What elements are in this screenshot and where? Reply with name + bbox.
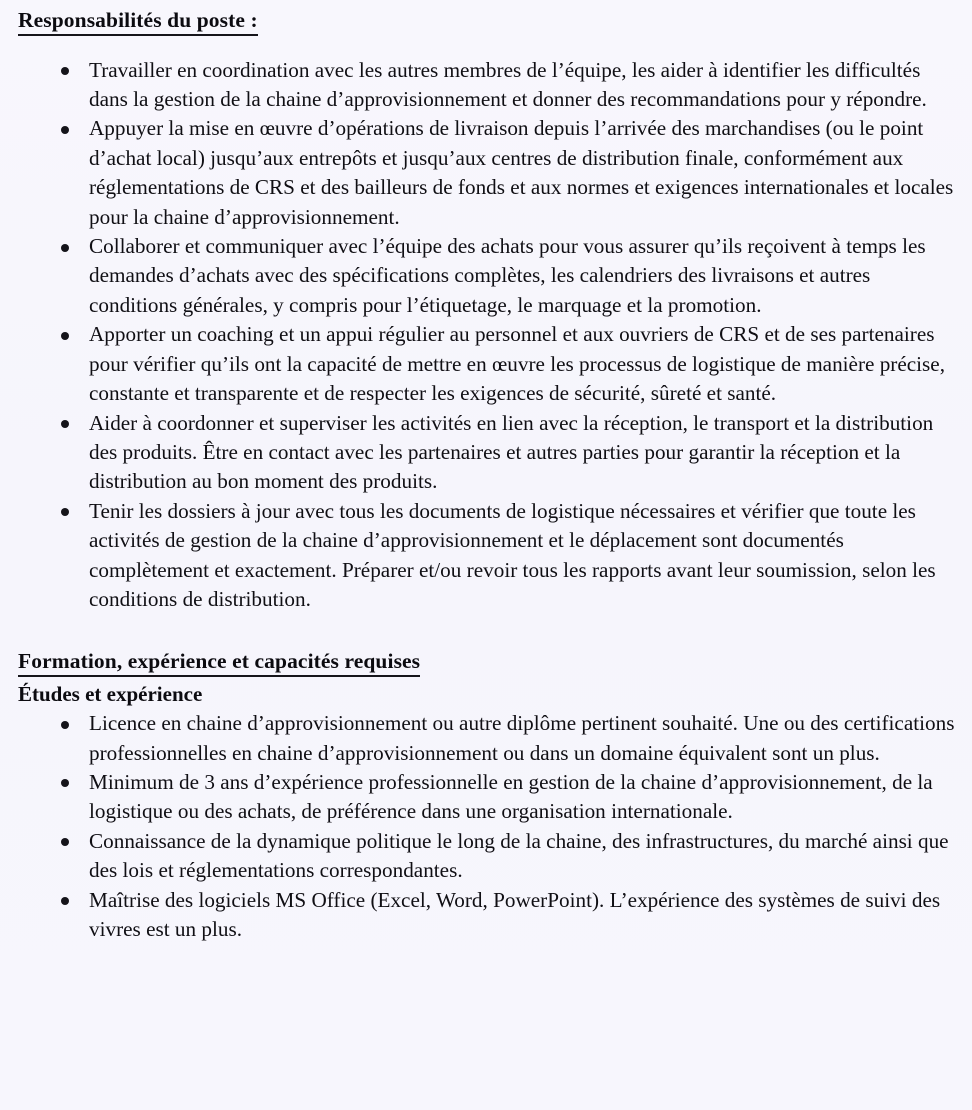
bullet-dot-icon [61, 332, 69, 340]
list-item-text: Collaborer et communiquer avec l’équipe des achats pour vous assurer qu’ils reçoivent à temps les demandes d’achats avec des spécifications complètes, les calendriers des livraisons et autres conditions générales, y compris pour l’étiquetage, le marquage et la promotion. [89, 234, 926, 317]
bullet-dot-icon [61, 779, 69, 787]
bullet-dot-icon [61, 420, 69, 428]
studies-subheading-row [0, 677, 972, 706]
list-item-text: Aider à coordonner et superviser les activités en lien avec la réception, le transport et la distribution des produits. Être en contact avec les partenaires et autres parties pour garantir la réception et la distribution au bon moment des produits. [89, 410, 934, 494]
list-item [0, 768, 972, 827]
list-item [0, 886, 972, 945]
list-item-text: Tenir les dossiers à jour avec tous les documents de logistique nécessaires et vérifier que toute les activités de gestion de la chaine d’approvisionnement et le déplacement sont documentés complètement et exactement. Préparer et/ou revoir tous les rapports avant leur soumission, selon les conditions de distribution. [89, 498, 936, 611]
studies-subheading: Études et expérience [18, 682, 203, 706]
list-item-text: Licence en chaine d’approvisionnement ou autre diplôme pertinent souhaité. Une ou des certifications professionnelles en chaine d’approvisionnement ou dans un domaine équivalent sont un plus. [89, 711, 955, 765]
list-item-text: Minimum de 3 ans d’expérience professionnelle en gestion de la chaine d’approvisionnement, de la logistique ou des achats, de préférence dans une organisation internationale. [89, 769, 933, 824]
qualifications-heading: Formation, expérience et capacités requises [18, 650, 420, 677]
responsibilities-heading: Responsabilités du poste : [18, 9, 258, 36]
bullet-dot-icon [61, 838, 69, 846]
list-item [0, 497, 972, 615]
bullet-dot-icon [61, 721, 69, 729]
list-item-text: Travailler en coordination avec les autres membres de l’équipe, les aider à identifier les difficultés dans la gestion de la chaine d’approvisionnement et donner des recommandations pour y répondre. [89, 57, 927, 112]
bullet-dot-icon [61, 244, 69, 252]
bullet-dot-icon [61, 897, 69, 905]
qualifications-heading-row [0, 614, 972, 677]
list-item [0, 114, 972, 232]
list-item-text: Appuyer la mise en œuvre d’opérations de livraison depuis l’arrivée des marchandises (ou le point d’achat local) jusqu’aux entrepôts et jusqu’aux centres de distribution finale, conformément aux réglementations de CRS et des bailleurs de fonds et aux normes et exigences internationales et locales pour la chaine d’approvisionnement. [89, 116, 954, 229]
list-item [0, 320, 972, 408]
qualifications-bullet-list [0, 709, 972, 944]
list-item-text: Maîtrise des logiciels MS Office (Excel, Word, PowerPoint). L’expérience des systèmes de suivi des vivres est un plus. [89, 887, 941, 941]
list-item [0, 409, 972, 497]
list-item [0, 709, 972, 768]
list-item [0, 827, 972, 886]
list-item-text: Connaissance de la dynamique politique le long de la chaine, des infrastructures, du marché ainsi que des lois et réglementations correspondantes. [89, 828, 949, 883]
list-item [0, 232, 972, 320]
responsibilities-heading-row [0, 0, 972, 36]
list-item-text: Apporter un coaching et un appui régulier au personnel et aux ouvriers de CRS et de ses partenaires pour vérifier qu’ils ont la capacité de mettre en œuvre les processus de logistique de manière précise, constante et transparente et de respecter les exigences de sécurité, sûreté et santé. [89, 322, 946, 406]
responsibilities-bullet-list [0, 56, 972, 615]
bullet-dot-icon [61, 126, 69, 134]
list-item [0, 56, 972, 115]
bullet-dot-icon [61, 508, 69, 516]
bullet-dot-icon [61, 67, 69, 75]
